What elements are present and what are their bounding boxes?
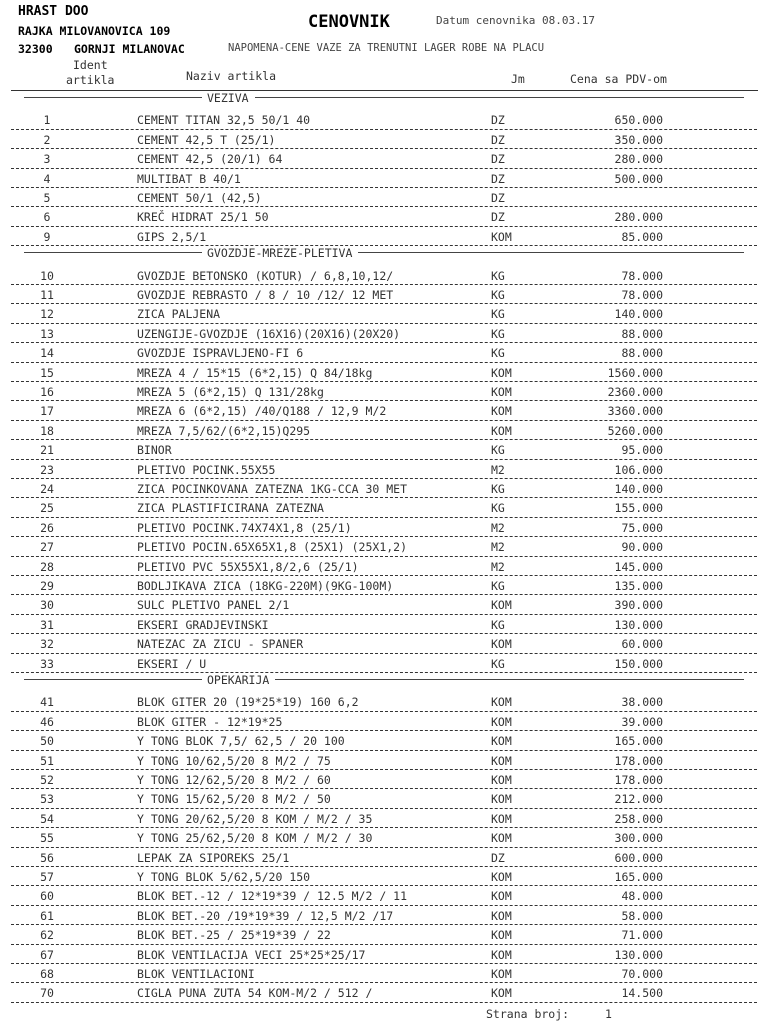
table-row [0, 110, 768, 129]
table-row [0, 576, 768, 595]
item-name: UZENGIJE-GVOZDJE (16X16)(20X16)(20X20) [137, 326, 401, 341]
item-price: 390.000 [614, 598, 663, 613]
table-row [0, 770, 768, 789]
table-row [0, 731, 768, 750]
item-price: 5260.000 [607, 423, 663, 438]
item-price: 106.000 [614, 462, 663, 477]
item-ident: 18 [40, 423, 54, 438]
item-ident: 31 [40, 617, 54, 632]
item-ident: 12 [40, 307, 54, 322]
item-unit: DZ [491, 210, 505, 225]
item-ident: 56 [40, 850, 54, 865]
item-unit: KOM [491, 811, 512, 826]
item-name: BLOK VENTILACIONI [137, 967, 255, 981]
item-price: 140.000 [614, 482, 663, 496]
item-name: CIGLA PUNA ZUTA 54 KOM-M/2 / 512 / [137, 986, 373, 1001]
item-name: NATEZAC ZA ZICU - SPANER [137, 637, 304, 652]
item-unit: KOM [491, 598, 512, 613]
item-price: 90.000 [621, 540, 663, 555]
table-row [0, 809, 768, 828]
item-name: Y TONG 12/62,5/20 8 M/2 / 60 [137, 773, 331, 787]
table-row [0, 692, 768, 711]
column-ident-line1: Ident [73, 58, 108, 72]
item-name: CEMENT 50/1 (42,5) [137, 191, 262, 205]
table-row [0, 169, 768, 188]
section-title: OPEKARIJA [207, 673, 270, 687]
item-unit: DZ [491, 171, 505, 186]
item-name: MREZA 5 (6*2,15) Q 131/28kg [137, 385, 324, 399]
item-price: 300.000 [614, 831, 663, 846]
item-name: EKSERI / U [137, 656, 207, 671]
table-row [0, 440, 768, 459]
item-name: MREZA 4 / 15*15 (6*2,15) Q 84/18kg [137, 365, 373, 380]
section-title: GVOZDJE-MREZE-PLETIVA [207, 246, 353, 261]
table-row [0, 906, 768, 925]
table-row [0, 130, 768, 149]
item-name: Y TONG 25/62,5/20 8 KOM / M/2 / 30 [137, 831, 373, 846]
item-name: EKSERI GRADJEVINSKI [137, 617, 269, 632]
table-row [0, 537, 768, 556]
table-row [0, 324, 768, 343]
item-price: 140.000 [614, 307, 663, 322]
company-name: HRAST DOO [18, 4, 89, 19]
item-name: CEMENT TITAN 32,5 50/1 40 [137, 113, 311, 128]
item-ident: 61 [40, 908, 54, 923]
item-unit: KOM [491, 423, 512, 438]
company-postal: 32300 [18, 42, 53, 56]
item-unit: KG [491, 268, 505, 283]
item-price: 14.500 [621, 986, 663, 1001]
table-row [0, 557, 768, 576]
column-ident-line2: artikla [66, 73, 115, 87]
table-row [0, 595, 768, 614]
item-name: Y TONG BLOK 5/62,5/20 150 [137, 870, 311, 884]
page-label: Strana broj: [486, 1007, 570, 1021]
item-name: GVOZDJE ISPRAVLJENO-FI 6 [137, 346, 304, 361]
table-row [0, 712, 768, 731]
column-name: Naziv artikla [186, 69, 277, 83]
item-unit: KG [491, 656, 505, 671]
item-ident: 25 [40, 501, 54, 516]
column-price: Cena sa PDV-om [570, 72, 667, 86]
item-ident: 9 [43, 229, 51, 244]
item-ident: 13 [40, 326, 54, 341]
item-price: 350.000 [614, 132, 663, 147]
item-ident: 57 [40, 870, 54, 884]
item-unit: M2 [491, 462, 505, 477]
item-price: 88.000 [621, 326, 663, 341]
page-number: 1 [605, 1007, 612, 1021]
item-ident: 32 [40, 637, 54, 652]
item-ident: 53 [40, 792, 54, 807]
item-ident: 10 [40, 268, 54, 283]
table-row [0, 479, 768, 498]
item-name: BLOK GITER 20 (19*25*19) 160 6,2 [137, 695, 359, 710]
item-price: 150.000 [614, 656, 663, 671]
table-row [0, 654, 768, 673]
item-ident: 33 [40, 656, 54, 671]
item-ident: 60 [40, 889, 54, 904]
item-name: Y TONG 10/62,5/20 8 M/2 / 75 [137, 753, 331, 768]
section-header [0, 91, 768, 110]
item-ident: 67 [40, 947, 54, 962]
item-price: 85.000 [621, 229, 663, 244]
item-unit: KG [491, 617, 505, 632]
item-ident: 55 [40, 831, 54, 846]
item-name: GVOZDJE REBRASTO / 8 / 10 /12/ 12 MET [137, 288, 394, 302]
item-price: 71.000 [621, 928, 663, 943]
item-unit: KOM [491, 734, 512, 749]
item-unit: DZ [491, 152, 505, 167]
table-row [0, 983, 768, 1002]
item-unit: KOM [491, 831, 512, 846]
item-price: 2360.000 [607, 385, 663, 399]
section-rule-left [24, 679, 202, 680]
section-rule-right [275, 679, 744, 680]
item-ident: 54 [40, 811, 54, 826]
item-name: ZICA POCINKOVANA ZATEZNA 1KG-CCA 30 MET [137, 482, 408, 496]
section-title: VEZIVA [207, 91, 249, 105]
item-price: 95.000 [621, 443, 663, 458]
table-row [0, 266, 768, 285]
table-row [0, 498, 768, 517]
table-row [0, 421, 768, 440]
item-price: 38.000 [621, 695, 663, 710]
item-name: Y TONG BLOK 7,5/ 62,5 / 20 100 [137, 734, 345, 749]
table-row [0, 401, 768, 420]
item-price: 165.000 [614, 870, 663, 884]
price-list-note: NAPOMENA-CENE VAZE ZA TRENUTNI LAGER ROBE NA PLACU [228, 42, 545, 54]
item-ident: 21 [40, 443, 54, 458]
item-name: PLETIVO POCINK.74X74X1,8 (25/1) [137, 520, 352, 535]
table-row [0, 518, 768, 537]
item-price: 48.000 [621, 889, 663, 904]
item-unit: DZ [491, 113, 505, 128]
item-ident: 41 [40, 695, 54, 710]
item-unit: KG [491, 346, 505, 361]
item-unit: M2 [491, 540, 505, 555]
table-row [0, 828, 768, 847]
item-name: SULC PLETIVO PANEL 2/1 [137, 598, 290, 613]
item-ident: 5 [43, 191, 51, 205]
item-ident: 14 [40, 346, 54, 361]
item-ident: 68 [40, 967, 54, 981]
item-name: BLOK BET.-20 /19*19*39 / 12,5 M/2 /17 [137, 908, 394, 923]
item-ident: 1 [43, 113, 51, 128]
item-price: 650.000 [614, 113, 663, 128]
column-unit: Jm [511, 72, 525, 86]
item-name: GVOZDJE BETONSKO (KOTUR) / 6,8,10,12/ [137, 268, 394, 283]
table-row [0, 925, 768, 944]
item-ident: 2 [43, 132, 51, 147]
table-row [0, 945, 768, 964]
item-name: KREČ HIDRAT 25/1 50 [137, 210, 269, 225]
item-unit: KOM [491, 870, 512, 884]
section-header [0, 246, 768, 265]
row-divider [11, 1002, 757, 1003]
item-price: 60.000 [621, 637, 663, 652]
item-price: 70.000 [621, 967, 663, 981]
item-name: CEMENT 42,5 T (25/1) [137, 132, 276, 147]
table-row [0, 886, 768, 905]
item-ident: 11 [40, 288, 54, 302]
table-row [0, 789, 768, 808]
item-unit: KG [491, 482, 505, 496]
item-price: 75.000 [621, 520, 663, 535]
item-name: BLOK GITER - 12*19*25 [137, 714, 283, 729]
item-price: 58.000 [621, 908, 663, 923]
item-unit: KG [491, 288, 505, 302]
table-row [0, 188, 768, 207]
item-unit: DZ [491, 191, 505, 205]
item-price: 280.000 [614, 210, 663, 225]
item-ident: 51 [40, 753, 54, 768]
table-row [0, 343, 768, 362]
section-rule-right [358, 252, 744, 253]
item-ident: 17 [40, 404, 54, 419]
item-ident: 16 [40, 385, 54, 399]
item-ident: 46 [40, 714, 54, 729]
section-header [0, 673, 768, 692]
company-street: RAJKA MILOVANOVICA 109 [18, 24, 171, 38]
item-name: GIPS 2,5/1 [137, 229, 207, 244]
item-name: PLETIVO POCIN.65X65X1,8 (25X1) (25X1,2) [137, 540, 408, 555]
item-price: 78.000 [621, 268, 663, 283]
item-name: BODLJIKAVA ZICA (18KG-220M)(9KG-100M) [137, 579, 394, 593]
item-unit: KOM [491, 404, 512, 419]
item-ident: 3 [43, 152, 51, 167]
table-row [0, 867, 768, 886]
table-row [0, 751, 768, 770]
item-ident: 15 [40, 365, 54, 380]
item-price: 280.000 [614, 152, 663, 167]
item-ident: 26 [40, 520, 54, 535]
table-row [0, 285, 768, 304]
item-price: 1560.000 [607, 365, 663, 380]
item-unit: KOM [491, 947, 512, 962]
item-unit: DZ [491, 850, 505, 865]
item-unit: KOM [491, 637, 512, 652]
item-price: 130.000 [614, 617, 663, 632]
item-unit: KOM [491, 714, 512, 729]
table-row [0, 848, 768, 867]
item-price: 88.000 [621, 346, 663, 361]
item-name: ZICA PLASTIFICIRANA ZATEZNA [137, 501, 324, 516]
item-price: 258.000 [614, 811, 663, 826]
item-ident: 23 [40, 462, 54, 477]
table-row [0, 964, 768, 983]
item-price: 178.000 [614, 753, 663, 768]
item-name: BLOK VENTILACIJA VECI 25*25*25/17 [137, 947, 366, 962]
item-name: BLOK BET.-25 / 25*19*39 / 22 [137, 928, 331, 943]
item-ident: 24 [40, 482, 54, 496]
table-row [0, 207, 768, 226]
document-title: CENOVNIK [308, 12, 390, 32]
item-price: 500.000 [614, 171, 663, 186]
item-ident: 4 [43, 171, 51, 186]
item-ident: 29 [40, 579, 54, 593]
item-name: Y TONG 20/62,5/20 8 KOM / M/2 / 35 [137, 811, 373, 826]
table-row [0, 634, 768, 653]
table-row [0, 460, 768, 479]
price-list-date: Datum cenovnika 08.03.17 [436, 14, 595, 27]
item-price: 165.000 [614, 734, 663, 749]
company-city: GORNJI MILANOVAC [74, 42, 185, 56]
item-price: 600.000 [614, 850, 663, 865]
item-unit: KOM [491, 928, 512, 943]
item-name: BLOK BET.-12 / 12*19*39 / 12.5 M/2 / 11 [137, 889, 408, 904]
table-row [0, 304, 768, 323]
table-row [0, 227, 768, 246]
item-unit: KG [491, 326, 505, 341]
item-unit: KG [491, 443, 505, 458]
item-price: 212.000 [614, 792, 663, 807]
item-ident: 28 [40, 559, 54, 574]
item-unit: KG [491, 579, 505, 593]
item-ident: 52 [40, 773, 54, 787]
item-price: 135.000 [614, 579, 663, 593]
item-unit: KOM [491, 695, 512, 710]
item-price: 155.000 [614, 501, 663, 516]
item-ident: 62 [40, 928, 54, 943]
table-row [0, 149, 768, 168]
item-unit: KG [491, 307, 505, 322]
item-unit: M2 [491, 559, 505, 574]
section-rule-left [24, 252, 202, 253]
item-unit: KOM [491, 365, 512, 380]
item-name: BINOR [137, 443, 172, 458]
item-name: LEPAK ZA SIPOREKS 25/1 [137, 850, 290, 865]
item-unit: KOM [491, 889, 512, 904]
item-ident: 30 [40, 598, 54, 613]
item-name: ZICA PALJENA [137, 307, 221, 322]
item-ident: 70 [40, 986, 54, 1001]
item-unit: DZ [491, 132, 505, 147]
item-name: MREZA 7,5/62/(6*2,15)Q295 [137, 423, 311, 438]
table-row [0, 615, 768, 634]
item-unit: M2 [491, 520, 505, 535]
item-name: MULTIBAT B 40/1 [137, 171, 241, 186]
table-row [0, 363, 768, 382]
item-unit: KG [491, 501, 505, 516]
table-row [0, 382, 768, 401]
item-unit: KOM [491, 753, 512, 768]
item-price: 178.000 [614, 773, 663, 787]
item-name: MREZA 6 (6*2,15) /40/Q188 / 12,9 M/2 [137, 404, 387, 419]
item-price: 78.000 [621, 288, 663, 302]
item-name: CEMENT 42,5 (20/1) 64 [137, 152, 283, 167]
item-name: PLETIVO POCINK.55X55 [137, 462, 276, 477]
section-rule-left [24, 97, 202, 98]
item-name: PLETIVO PVC 55X55X1,8/2,6 (25/1) [137, 559, 359, 574]
item-price: 130.000 [614, 947, 663, 962]
item-unit: KOM [491, 967, 512, 981]
item-unit: KOM [491, 908, 512, 923]
item-price: 3360.000 [607, 404, 663, 419]
item-unit: KOM [491, 229, 512, 244]
item-name: Y TONG 15/62,5/20 8 M/2 / 50 [137, 792, 331, 807]
item-price: 39.000 [621, 714, 663, 729]
item-ident: 27 [40, 540, 54, 555]
item-unit: KOM [491, 385, 512, 399]
item-ident: 6 [43, 210, 51, 225]
item-unit: KOM [491, 773, 512, 787]
item-ident: 50 [40, 734, 54, 749]
item-price: 145.000 [614, 559, 663, 574]
item-unit: KOM [491, 986, 512, 1001]
item-unit: KOM [491, 792, 512, 807]
section-rule-right [255, 97, 744, 98]
